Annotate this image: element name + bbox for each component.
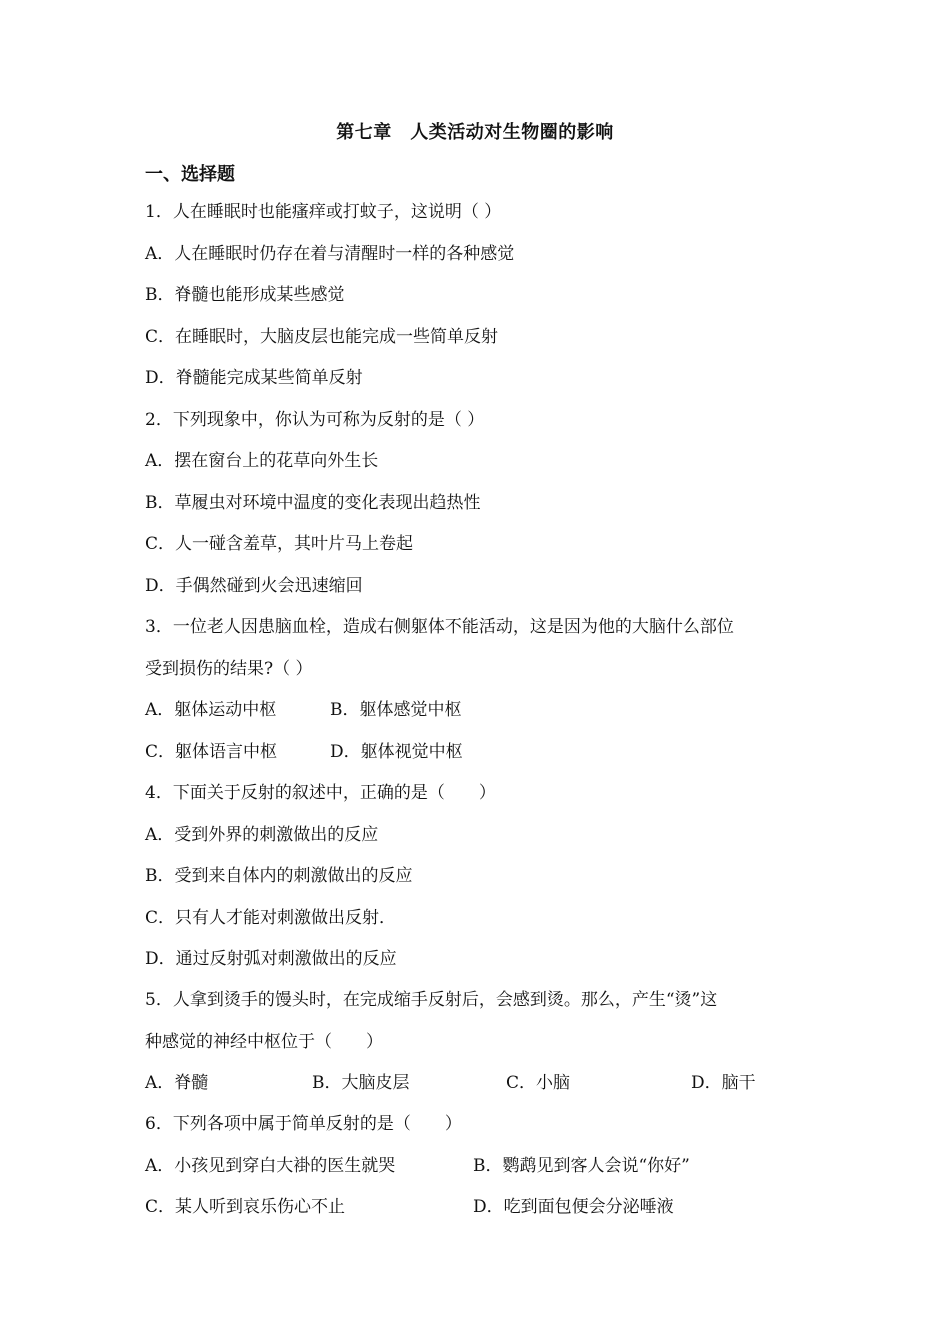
question-2-option-d: D．手偶然碰到火会迅速缩回: [145, 576, 363, 596]
question-5-option-c: C．小脑: [506, 1073, 571, 1093]
question-1-option-b: B．脊髓也能形成某些感觉: [145, 285, 345, 305]
question-6-option-a: A．小孩见到穿白大褂的医生就哭: [145, 1156, 396, 1176]
question-6-stem: 6．下列各项中属于简单反射的是（ ）: [145, 1114, 462, 1134]
question-3-stem-line-1: 3．一位老人因患脑血栓，造成右侧躯体不能活动，这是因为他的大脑什么部位: [145, 617, 734, 637]
question-5-option-d: D．脑干: [691, 1073, 756, 1093]
question-5-stem-line-1: 5．人拿到烫手的馒头时，在完成缩手反射后，会感到烫。那么，产生“烫”这: [145, 990, 718, 1010]
question-4-stem: 4．下面关于反射的叙述中，正确的是（ ）: [145, 783, 496, 803]
question-6-option-d: D．吃到面包便会分泌唾液: [473, 1197, 674, 1217]
question-4-option-a: A．受到外界的刺激做出的反应: [145, 825, 379, 845]
question-3-option-b: B．躯体感觉中枢: [330, 700, 462, 720]
question-5-option-a: A．脊髓: [145, 1073, 209, 1093]
section-heading: 一、选择题: [145, 164, 235, 185]
question-4-option-b: B．受到来自体内的刺激做出的反应: [145, 866, 413, 886]
question-3-option-d: D．躯体视觉中枢: [330, 742, 463, 762]
question-3-option-c: C．躯体语言中枢: [145, 742, 278, 762]
question-5-option-b: B．大脑皮层: [312, 1073, 410, 1093]
question-2-option-a: A．摆在窗台上的花草向外生长: [145, 451, 379, 471]
question-1-option-c: C．在睡眠时，大脑皮层也能完成一些简单反射: [145, 327, 499, 347]
question-1-option-d: D．脊髓能完成某些简单反射: [145, 368, 363, 388]
question-1-option-a: A．人在睡眠时仍存在着与清醒时一样的各种感觉: [145, 244, 515, 264]
question-3-stem-line-2: 受到损伤的结果?（ ）: [145, 659, 313, 679]
question-2-option-c: C．人一碰含羞草，其叶片马上卷起: [145, 534, 414, 554]
question-5-stem-line-2: 种感觉的神经中枢位于（ ）: [145, 1032, 383, 1052]
question-2-stem: 2．下列现象中，你认为可称为反射的是（ ）: [145, 410, 485, 430]
question-3-option-a: A．躯体运动中枢: [145, 700, 277, 720]
question-6-option-c: C．某人听到哀乐伤心不止: [145, 1197, 346, 1217]
question-4-option-c: C．只有人才能对刺激做出反射．: [145, 908, 397, 928]
question-4-option-d: D．通过反射弧对刺激做出的反应: [145, 949, 397, 969]
chapter-title: 第七章 人类活动对生物圈的影响: [336, 122, 614, 143]
question-1-stem: 1．人在睡眠时也能瘙痒或打蚊子，这说明（ ）: [145, 202, 502, 222]
question-2-option-b: B．草履虫对环境中温度的变化表现出趋热性: [145, 493, 481, 513]
question-6-option-b: B．鹦鹉见到客人会说“你好”: [473, 1156, 690, 1176]
